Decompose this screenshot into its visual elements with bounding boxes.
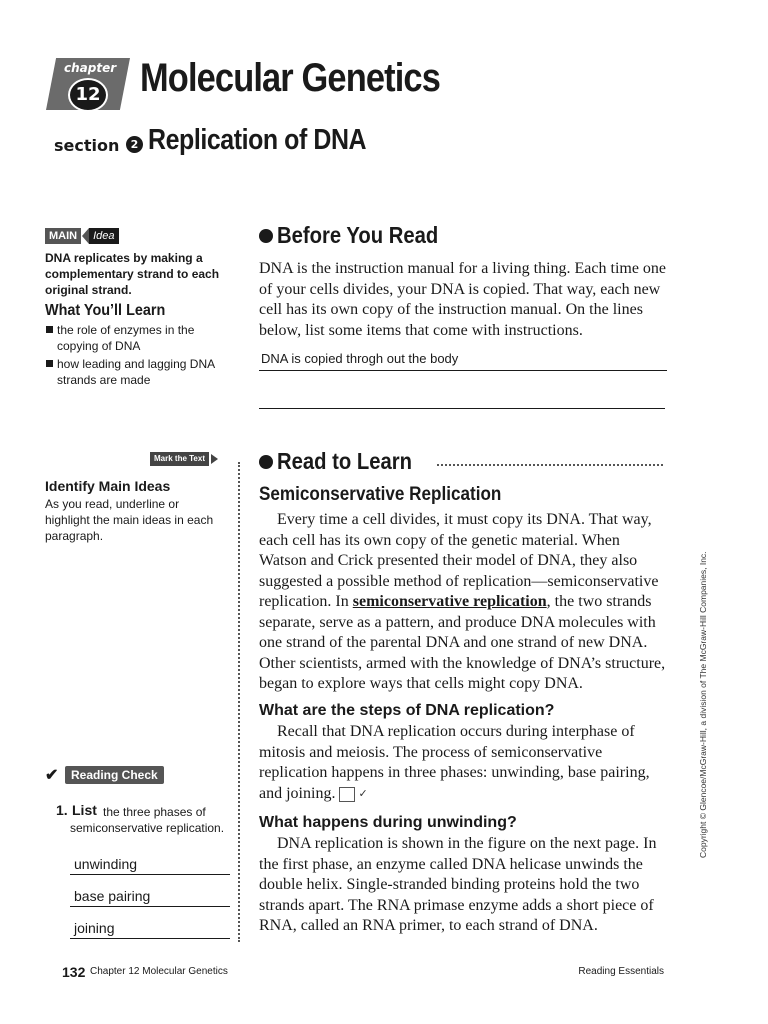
bullet-dot-icon [259, 229, 273, 243]
answer-input-1[interactable]: DNA is copied throgh out the body [259, 350, 667, 371]
identify-text: As you read, underline or highlight the main ideas in each paragraph. [45, 497, 214, 543]
reading-check-banner [45, 766, 171, 784]
answer-input-2[interactable] [259, 390, 665, 409]
before-you-read-text: DNA is the instruction manual for a living thing. Each time one of your cells divides, your DNA is copied. That way, each new cell has its own copy of the instruction manual. On the lines below, list some items that come with instructions. [259, 260, 667, 339]
read-to-learn-heading: Read to Learn [277, 448, 412, 474]
section-number: 2 [126, 136, 143, 153]
mark-the-text-tag [150, 452, 218, 466]
column-divider [238, 462, 241, 942]
paragraph-2 [259, 722, 669, 804]
chapter-number: 12 [68, 78, 108, 112]
page-title: Molecular Genetics [140, 56, 440, 100]
section-word: section [54, 136, 120, 155]
bullet-dot-icon [259, 455, 273, 469]
learn-item: the role of enzymes in the copying of DNA [45, 322, 230, 354]
before-you-read-heading: Before You Read [277, 222, 439, 248]
section-title: Replication of DNA [148, 124, 367, 156]
footer-book-title: Reading Essentials [578, 966, 664, 977]
heading-dotted-rule [437, 464, 663, 466]
question-heading-1: What are the steps of DNA replication? [259, 702, 555, 719]
main-idea-tag [45, 228, 119, 244]
arrow-right-icon [211, 454, 218, 464]
question-text: the three phases of semiconservative replication. [70, 805, 225, 835]
paragraph-1 [259, 510, 669, 695]
reading-check-label: Reading Check [65, 766, 164, 784]
page-number: 132 [62, 964, 86, 980]
reading-check-icon: ✓ [339, 787, 355, 802]
learn-item: how leading and lagging DNA strands are made [45, 356, 230, 388]
paragraph-1-start: Every time a cell divides, it must copy its DNA. That way, each cell has its own copy of the genetic material. When Watson and Crick presented their model of DNA, they also suggested a possible method of replication—semiconservative replication. In [259, 511, 659, 610]
checkmark-icon: ✔ [45, 767, 59, 784]
main-idea-text: DNA replicates by making a complementary strand to each original strand. [45, 251, 220, 297]
main-idea-tag-main: MAIN [45, 228, 81, 244]
key-term: semiconservative replication [352, 593, 547, 610]
answer-line-1[interactable]: unwinding [70, 852, 230, 875]
paragraph-1-end: , the two strands separate, serve as a pattern, and produce DNA molecules with one strand of the parental DNA and one strand of new DNA. Other scientists, armed with the knowledge of DNA’s structure, began to explore ways that cells might copy DNA. [259, 593, 666, 692]
chevron-left-icon [82, 228, 89, 244]
paragraph-3: DNA replication is shown in the figure on the next page. In the first phase, an enzyme called DNA helicase unwinds the double helix. Single-stranded binding proteins hold the two strands apart. The RNA primase enzyme adds a short piece of RNA, called an RNA primer, to each strand of DNA. [259, 835, 657, 934]
chapter-word: chapter [64, 61, 117, 75]
question-number: 1. [56, 802, 68, 818]
learn-list [45, 322, 230, 390]
answer-line-3[interactable]: joining [70, 916, 230, 939]
question-verb: List [72, 802, 97, 818]
main-idea-tag-idea: Idea [89, 228, 118, 244]
chapter-badge [46, 58, 130, 112]
identify-heading: Identify Main Ideas [45, 478, 171, 494]
paragraph-2-text: Recall that DNA replication occurs during interphase of mitosis and meiosis. The process of semiconservative replication happens in three phases: unwinding, base pairing, and joining. [259, 723, 650, 802]
answer-line-2[interactable]: base pairing [70, 884, 230, 907]
copyright-notice: Copyright © Glencoe/McGraw-Hill, a division of The McGraw-Hill Companies, Inc. [698, 551, 708, 858]
footer-chapter: Chapter 12 Molecular Genetics [90, 966, 228, 977]
mark-the-text-label: Mark the Text [150, 452, 209, 466]
subsection-heading: Semiconservative Replication [259, 484, 502, 505]
question-heading-2: What happens during unwinding? [259, 814, 517, 831]
learn-heading: What You’ll Learn [45, 302, 166, 319]
